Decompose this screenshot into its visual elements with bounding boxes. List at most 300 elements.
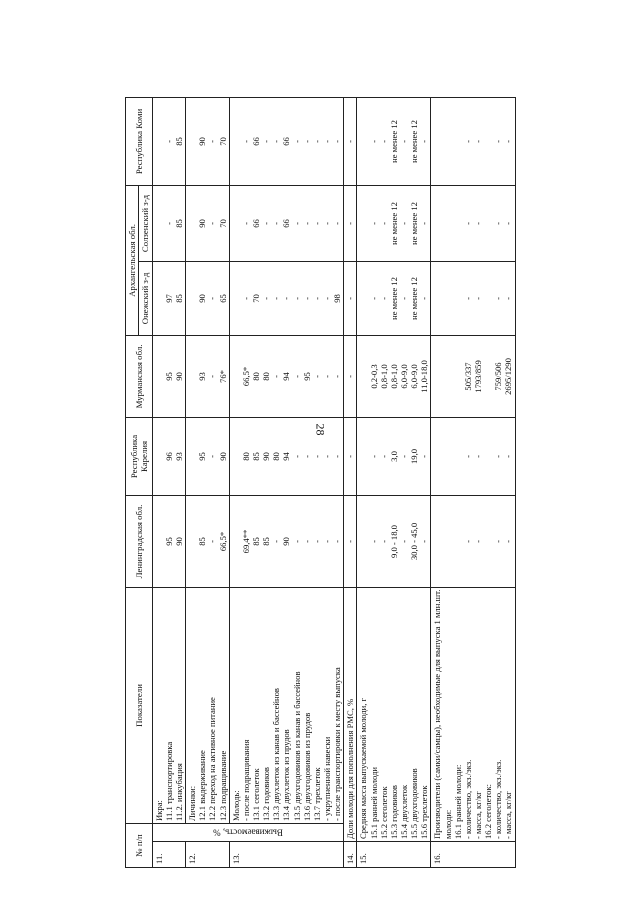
data-table [125,96,516,867]
value-cell-region-1 [431,417,515,495]
value-cell-region-0 [152,495,185,587]
value-cell-region-2 [357,335,431,417]
value-line: не менее 12 [388,201,399,245]
table-row [152,97,185,867]
value-line: 90 [261,451,272,461]
value-line: - [493,221,504,225]
value-line: 85 [174,293,185,303]
value-line [231,419,241,492]
value-line: - [378,221,389,225]
value-line [432,99,442,182]
value-line: 85 [251,536,262,546]
header-row-1 [126,97,139,867]
value-line [432,337,442,414]
value-line: не менее 12 [409,119,420,163]
value-line: - [493,139,504,143]
value-line: 85 [261,536,272,546]
indicator-line: 13.2 годовиков [261,766,272,821]
header-region-2: Мурманская обл. [126,335,153,417]
value-line [443,497,453,584]
indicator-line: - после подращивания [240,739,251,821]
header-region-5: Республика Коми [126,97,153,185]
value-line: 90 [174,371,185,381]
value-line: - [472,221,483,225]
value-line: - [207,139,218,143]
indicator-cell [357,587,431,841]
value-line: - [368,221,379,225]
value-line [483,419,493,492]
value-line: 80 [261,371,272,381]
value-line [231,187,241,258]
indicator-line: 12.2 переход на активное питание [207,696,218,821]
value-line: не менее 12 [388,276,399,320]
value-line: - [240,296,251,300]
value-line: 80 [240,451,251,461]
value-line: 85 [197,536,208,546]
value-line [483,263,493,332]
value-line: 0,8-1,0 [378,363,389,389]
value-line: - [462,139,473,143]
value-line [358,419,368,492]
value-line [483,337,493,414]
value-line: - [419,296,430,300]
value-cell-region-1 [344,417,357,495]
value-line: - [332,539,343,543]
header-region-0: Ленинградская обл. [126,495,153,587]
value-cell-region-2 [229,335,344,417]
value-line [443,419,453,492]
value-line: 95 [301,371,312,381]
value-line: не менее 12 [409,201,420,245]
value-line: 70 [217,136,228,146]
indicator-line: - масса, кг/кг [472,790,483,839]
indicator-line: - укрупненной навески [322,736,332,821]
value-line: - [207,374,218,378]
value-line: 66,5* [217,531,228,551]
value-line [154,419,164,492]
value-line: - [271,374,282,378]
value-line: - [368,539,379,543]
value-line [358,337,368,414]
value-line [187,99,197,182]
value-line: 0,8-1,0 [388,363,399,389]
value-line: - [281,296,292,300]
indicator-line: 16.1 ранней молоди: [452,764,463,839]
value-line [432,263,442,332]
value-line: - [322,221,332,225]
value-line [231,99,241,182]
indicator-line: 11.1 транспортировка [163,741,174,821]
value-line: - [462,454,473,458]
value-line [187,187,197,258]
value-cell-region-4 [152,185,185,261]
value-line: 76* [217,369,228,383]
value-line: - [322,374,332,378]
row-number: 12. [186,841,230,867]
value-cell-region-3 [152,261,185,335]
value-cell-region-0 [431,495,515,587]
page-number: 28 [313,423,328,436]
header-indicator: Показатели [126,587,153,823]
row-number: 14. [344,841,357,867]
value-line: - [322,539,332,543]
value-cell-region-5 [344,97,357,185]
value-cell-region-5 [357,97,431,185]
value-line [443,187,453,258]
indicator-line: - количество, экз./экз. [462,759,473,839]
value-line [358,99,368,182]
value-line: 90 [197,136,208,146]
value-line [453,263,463,332]
value-line: 90 [197,218,208,228]
value-line: 759/506 [493,361,504,391]
value-line [231,337,241,414]
value-line: - [368,139,379,143]
value-line: - [291,539,302,543]
value-line [358,497,368,584]
value-line [154,263,164,332]
value-line: - [398,221,409,225]
table-row [229,97,344,867]
side-label-cell [152,823,344,841]
value-line: - [301,296,312,300]
table-row [357,97,431,867]
value-cell-region-4 [431,185,515,261]
value-cell-region-0 [186,495,230,587]
value-line: - [291,454,302,458]
value-line: 70 [217,218,228,228]
value-line: - [472,296,483,300]
value-line [154,187,164,258]
value-line: - [345,221,356,225]
value-line: 95 [197,451,208,461]
indicator-line: 16.2 сеголеток: [483,783,494,839]
value-line [483,497,493,584]
value-line: 93 [197,371,208,381]
value-line [483,187,493,258]
value-line: - [472,139,483,143]
value-line [443,337,453,414]
value-line: - [311,296,322,300]
value-line [154,497,164,584]
value-line: 85 [251,451,262,461]
value-line [154,337,164,414]
value-line: 94 [281,371,292,381]
value-line: - [345,374,356,378]
value-line: - [419,221,430,225]
value-line: - [301,139,312,143]
value-line: - [240,221,251,225]
indicator-line: - количество, экз./экз. [493,759,504,839]
indicator-line: 15.4 двухлеток [398,784,409,839]
value-line: 90 [281,536,292,546]
value-line [443,263,453,332]
row-number: 13. [229,841,344,867]
value-line: 90 [217,451,228,461]
row-number: 11. [152,841,185,867]
value-line: 2695/1290 [503,357,514,395]
value-cell-region-1 [229,417,344,495]
value-line: 98 [332,293,343,303]
indicator-line: 13.7 трехлеток [311,766,322,821]
value-line: 96 [163,451,174,461]
value-line [432,497,442,584]
value-line [187,263,197,332]
value-line [358,187,368,258]
value-line: 95 [163,371,174,381]
indicator-line: 13.3 двухлеток из канав и бассейнов [271,687,282,821]
value-line: - [322,296,332,300]
indicator-line: Средняя масса выпускаемой молоди, г [358,697,369,839]
value-line: 65 [217,293,228,303]
value-line: - [493,539,504,543]
value-line: - [261,221,272,225]
value-line: 1793/859 [472,359,483,393]
value-line: - [332,374,343,378]
value-line: - [322,139,332,143]
value-line: - [207,539,218,543]
value-cell-region-3 [357,261,431,335]
value-line: 90 [197,293,208,303]
value-line [231,263,241,332]
value-line: 6,0-9,0 [398,363,409,389]
value-line: - [419,139,430,143]
indicator-line: 12.3 подращивание [217,750,228,821]
value-line: 6,0-9,0 [409,363,420,389]
value-line: 66 [251,136,262,146]
indicator-cell [152,587,185,823]
value-line: - [311,539,322,543]
indicator-line: 15.2 сеголеток [378,785,389,839]
value-cell-region-5 [229,97,344,185]
value-line: - [271,139,282,143]
indicator-line: Личинки: [187,785,198,821]
value-cell-region-4 [229,185,344,261]
value-line: - [493,296,504,300]
indicator-line: молоди: [442,809,453,839]
value-line: - [462,539,473,543]
value-line: 69,4** [240,529,251,553]
value-cell-region-4 [186,185,230,261]
value-line [154,99,164,182]
value-cell-region-2 [344,335,357,417]
row-number: 15. [357,841,431,867]
value-cell-region-0 [229,495,344,587]
table-row [186,97,230,867]
value-line: не менее 12 [409,276,420,320]
header-region-3: Онежский з-д [139,261,152,335]
value-cell-region-1 [186,417,230,495]
value-cell-region-5 [431,97,515,185]
value-line [443,99,453,182]
value-cell-region-5 [186,97,230,185]
value-cell-region-1 [357,417,431,495]
value-line: - [322,454,332,458]
value-line: 3,0 [388,450,399,462]
indicator-line: 13.6 двухгодовиков из прудов [301,712,312,821]
value-line [231,497,241,584]
value-line: 11,0-18,0 [419,359,430,393]
value-line: - [332,454,343,458]
value-line: - [301,454,312,458]
value-line: - [378,139,389,143]
indicator-cell [229,587,344,823]
value-line: 90 [174,536,185,546]
value-line: 9,0 - 18,0 [388,524,399,558]
indicator-line: 15.5 двухгодовиков [409,767,420,839]
indicator-line: 13.4 двухлеток из прудов [281,728,292,821]
value-line: - [261,139,272,143]
table-body [152,97,515,867]
value-line [187,337,197,414]
value-cell-region-0 [344,495,357,587]
value-line: - [398,454,409,458]
indicator-line: Икра: [153,799,164,821]
value-line: 80 [251,371,262,381]
indicator-line: Доли молоди для пополнения РМС, % [345,698,356,839]
indicator-cell [186,587,230,823]
indicator-cell [431,587,515,841]
value-line [453,419,463,492]
rotated-table-wrapper [125,98,555,868]
indicator-line: 12.1 выдерживание [197,749,208,821]
value-line [358,263,368,332]
table-row [431,97,515,867]
header-num: № п/п [126,823,153,867]
value-line: 505/337 [462,361,473,391]
indicator-line: Производители (самки/самцы), необходимые для выпуска 1 млн.шт. [432,589,443,839]
value-line: - [301,221,312,225]
value-line: - [207,221,218,225]
value-cell-region-3 [431,261,515,335]
value-line: - [271,539,282,543]
value-line [453,187,463,258]
value-line: - [291,296,302,300]
value-line: - [291,374,302,378]
value-line: 95 [163,536,174,546]
value-line: - [345,454,356,458]
value-line: - [503,139,514,143]
value-line: - [271,221,282,225]
value-cell-region-1 [152,417,185,495]
value-line: - [503,296,514,300]
value-line: - [261,296,272,300]
value-line: 66 [281,136,292,146]
value-line [432,419,442,492]
value-line: - [207,454,218,458]
value-line: 30,0 - 45,0 [409,522,420,560]
value-cell-region-4 [344,185,357,261]
value-line: 66 [281,218,292,228]
value-line: - [163,139,174,143]
value-line [187,497,197,584]
value-line: - [291,139,302,143]
side-label: Выживаемость, % [213,827,283,838]
value-line: - [311,374,322,378]
indicator-cell [344,587,357,841]
value-line: не менее 12 [388,119,399,163]
value-cell-region-4 [357,185,431,261]
value-cell-region-2 [431,335,515,417]
value-line: 85 [174,218,185,228]
value-line: - [311,221,322,225]
header-region-4: Солзенский з-д [139,185,152,261]
indicator-line: - масса, кг/кг [503,790,514,839]
row-number: 16. [431,841,515,867]
value-line: 66,5* [240,366,251,386]
value-line: - [493,454,504,458]
indicator-line: 11.2. инкубация [174,762,185,821]
value-line: - [503,539,514,543]
value-line: 70 [251,293,262,303]
value-line: - [472,454,483,458]
value-line: - [462,221,473,225]
value-line [483,99,493,182]
value-line: - [301,539,312,543]
table-row [344,97,357,867]
value-line: - [378,454,389,458]
value-line: 94 [281,451,292,461]
value-line: - [345,539,356,543]
value-line: - [503,221,514,225]
value-line: - [503,454,514,458]
value-line: - [398,296,409,300]
value-line: - [163,221,174,225]
value-cell-region-3 [344,261,357,335]
value-line: 97 [163,293,174,303]
indicator-line: 15.6 трехлеток [419,784,430,839]
value-line: - [332,139,343,143]
value-line: - [419,539,430,543]
value-line: - [345,296,356,300]
value-line: - [419,454,430,458]
value-line: - [378,296,389,300]
indicator-line: Молодь: [230,789,241,821]
value-line: - [207,296,218,300]
value-cell-region-2 [152,335,185,417]
value-line [453,497,463,584]
value-cell-region-0 [357,495,431,587]
value-line: - [291,221,302,225]
header-region-1: Республика Карелия [126,417,153,495]
value-line: - [368,296,379,300]
value-line: - [240,139,251,143]
value-line: 19,0 [409,448,420,464]
indicator-line: 13.5 двухгодовиков из канав и бассейнов [291,670,302,821]
value-line: - [271,296,282,300]
value-line: 80 [271,451,282,461]
value-line: 66 [251,218,262,228]
value-line: 0,2-0,3 [368,363,379,389]
value-line [453,99,463,182]
value-line: - [398,139,409,143]
value-line [187,419,197,492]
value-line: - [398,539,409,543]
value-cell-region-3 [186,261,230,335]
value-line: - [311,454,322,458]
value-line: - [332,221,343,225]
header-arkh-group: Архангельская обл. [126,185,139,335]
value-line [453,337,463,414]
value-line: 85 [174,136,185,146]
value-line: 93 [174,451,185,461]
indicator-line: 15.1 ранней молоди [368,766,379,839]
value-cell-region-5 [152,97,185,185]
indicator-line: 15.3 годовиков [388,784,399,839]
value-line: - [368,454,379,458]
value-line: - [311,139,322,143]
indicator-line: - после транспортировки к месту выпуска [332,666,343,821]
